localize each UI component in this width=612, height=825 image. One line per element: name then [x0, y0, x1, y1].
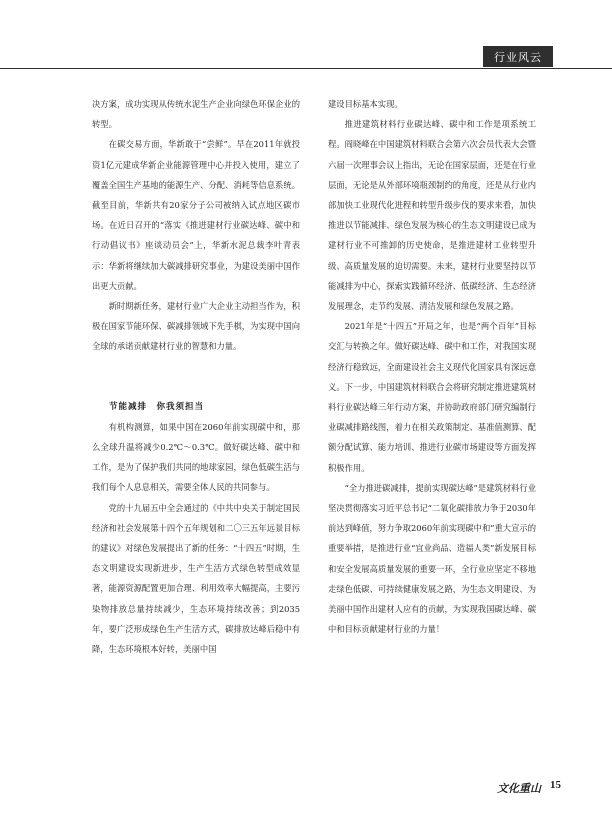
section-gap — [92, 357, 300, 397]
left-column — [92, 94, 300, 659]
left-paragraph-5: 党的十九届五中全会通过的《中共中央关于制定国民经济和社会发展第十四个五年规划和二〇三五年远景目标的建议》对绿色发展提出了新的任务：“十四五”时期，生态文明建设实现新进步，生产生活方式绿色转型成效显著，能源资源配置更加合理、利用效率大幅提高，主要污染物排放总量持续减少，生态环境持续改善；到2035年，要广泛形成绿色生产生活方式，碳排放达峰后稳中有降，生态环境根本好转，美丽中国 — [92, 502, 300, 655]
left-paragraph-4: 有机构测算，如果中国在2060年前实现碳中和，那么全球升温将减少0.2℃～0.3℃。做好碳达峰、碳中和工作，是为了保护我们共同的地球家园，绿色低碳生活与我们每个人息息相关，需要全体人民的共同参与。 — [92, 421, 300, 493]
header-rule — [0, 68, 612, 69]
page-number: 15 — [550, 779, 561, 791]
right-paragraph-3: 2021年是“十四五”开局之年，也是“两个百年”目标交汇与转换之年。做好碳达峰、碳中和工作，对我国实现经济行稳致远，全面建设社会主义现代化国家具有深远意义。下一步，中国建筑材料联合会将研究制定推进建筑材料行业碳达峰三年行动方案，并协助政府部门研究编制行业碳减排路线图，着力在相关政策制定、基准值测算、配额分配试算、能力培训、推进行业碳市场建设等方面发挥积极作用。 — [328, 321, 536, 473]
magazine-logo: 文化重山 — [497, 782, 541, 795]
right-column — [328, 94, 536, 639]
section-subheading: 节能减排 你我须担当 — [109, 401, 205, 412]
left-paragraph-3: 新时期新任务，建材行业广大企业主动担当作为，积极在国家节能环保、碳减排领域下先手棋，为实现中国向全球的承诺贡献建材行业的智慧和力量。 — [92, 301, 300, 352]
left-paragraph-1: 决方案，成功实现从传统水泥生产企业向绿色环保企业的转型。 — [92, 99, 300, 130]
right-paragraph-2: 推进建筑材料行业碳达峰、碳中和工作是项系统工程。阎晓峰在中国建筑材料联合会第六次会员代表大会暨六届一次理事会议上指出，无论在国家层面，还是在行业层面，无论是从外部环境瓶颈制约的角度，还是从行业内部加快工业现代化进程和转型升级步伐的要求来看，加快推进以节能减排、绿色发展为核心的生态文明建设已成为建材行业不可推卸的历史使命，是推进建材工业转型升级、高质量发展的迫切需要。未来，建材行业要坚持以节能减排为中心，探索实践循环经济、低碳经济、生态经济发展理念，走节约发展、清洁发展和绿色发展之路。 — [328, 119, 536, 312]
right-paragraph-1: 建设目标基本实现。 — [328, 99, 403, 109]
right-paragraph-4: “全力推进碳减排，提前实现碳达峰”是建筑材料行业坚决贯彻落实习近平总书记“二氧化碳排放力争于2030年前达到峰值，努力争取2060年前实现碳中和”重大宣示的重要举措，是推进行业“宜业尚品、造福人类”新发展目标和安全发展高质量发展的重要一环，全行业应坚定不移地走绿色低碳、可持续健康发展之路，为生态文明建设、为美丽中国作出建材人应有的贡献，为实现我国碳达峰、碳中和目标贡献建材行业的力量！ — [328, 482, 536, 635]
section-tag: 行业风云 — [483, 46, 553, 67]
left-paragraph-2: 在碳交易方面，华新敢于“尝鲜”。早在2011年就投资1亿元建成华新企业能源管理中心并投入使用，建立了覆盖全国生产基地的能源生产、分配、消耗等信息系统。截至目前，华新共有20家分子公司被纳入试点地区碳市场。在近日召开的“落实《推进建材行业碳达峰、碳中和行动倡议书》座谈动员会”上，华新水泥总裁李叶青表示：华新将继续加大碳减排研究事业，为建设美丽中国作出更大贡献。 — [92, 139, 300, 291]
